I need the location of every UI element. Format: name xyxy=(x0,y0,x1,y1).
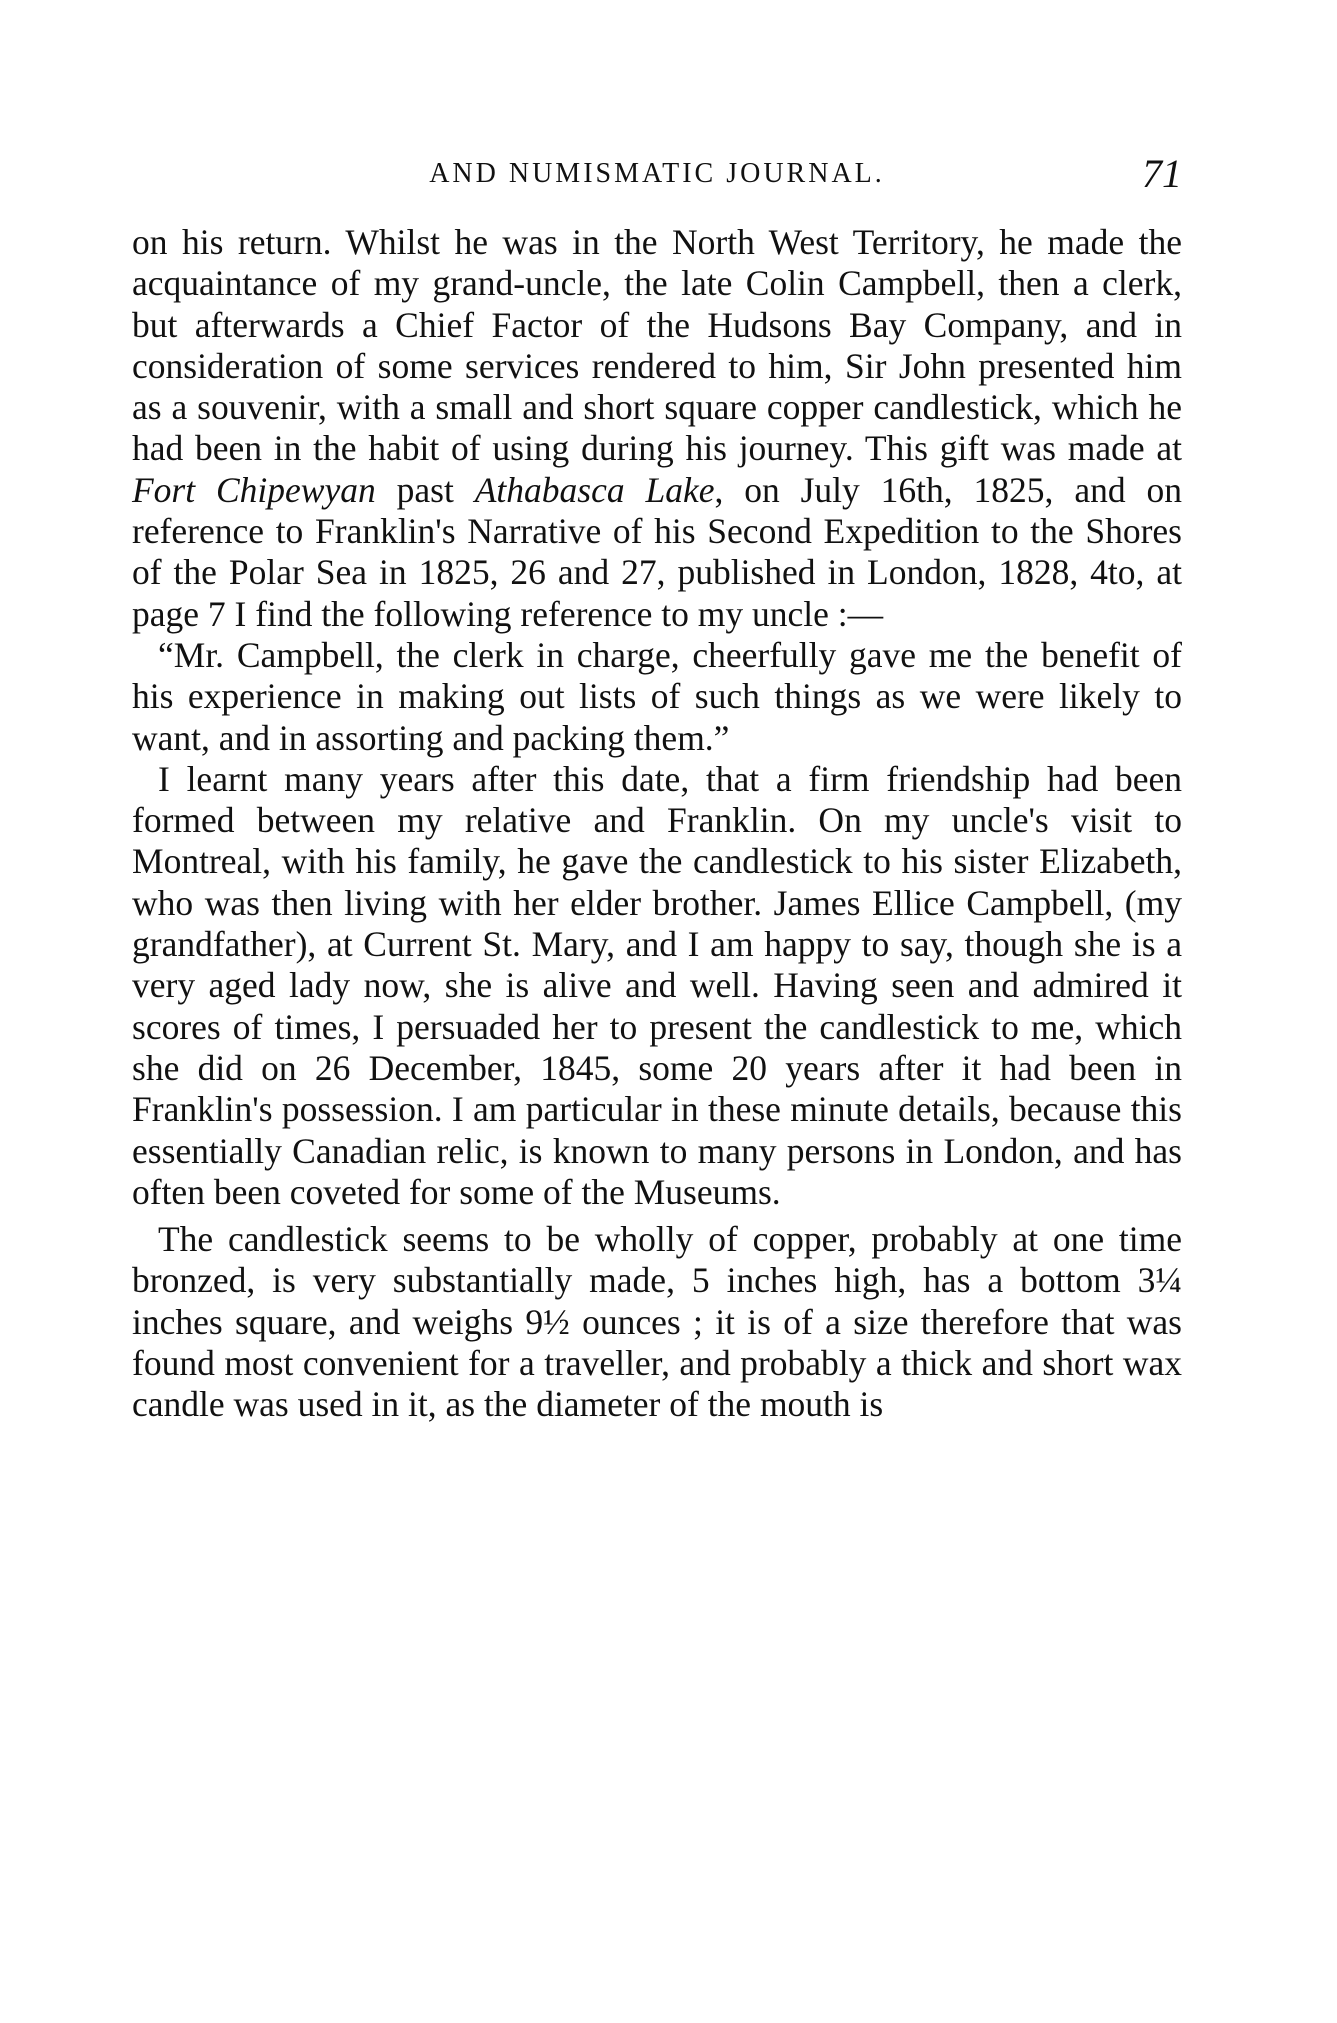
page-header xyxy=(132,150,1182,200)
paragraph-franklin-gift xyxy=(132,222,1182,635)
text-segment: past xyxy=(375,469,475,510)
text-segment: on his return. Whilst he was in the North West Territory, he made the acquaintance of my grand-uncle, the late Colin Campbell, then a clerk, but afterwards a Chief Factor of the Hudsons Bay Company, and in consideration of some services rendered to him, Sir John presented him as a souvenir, with a small and short square copper candlestick, which he had been in the habit of using during his journey. This gift was made at xyxy=(132,222,1182,469)
running-head: AND NUMISMATIC JOURNAL. xyxy=(429,158,885,189)
paragraph-quotation: “Mr. Campbell, the clerk in charge, cheerfully gave me the benefit of his experience in making out lists of such things as we were likely to want, and in assorting and packing them.” xyxy=(132,634,1182,758)
body-text xyxy=(132,222,1182,1426)
place-name-fort-chipewyan: Fort Chipewyan xyxy=(132,469,376,510)
page-number: 71 xyxy=(1142,151,1182,196)
paragraph-candlestick-description: The candlestick seems to be wholly of copper, probably at one time bronzed, is very substantially made, 5 inches high, has a bottom 3¼ inches square, and weighs 9½ ounces ; it is of a size therefore that was found most convenient for a traveller, and probably a thick and short wax candle was used in it, as the diameter of the mouth is xyxy=(132,1219,1182,1425)
paragraph-friendship: I learnt many years after this date, that a firm friendship had been formed between my relative and Franklin. On my uncle's visit to Montreal, with his family, he gave the candlestick to his sister Elizabeth, who was then living with her elder brother. James Ellice Campbell, (my grandfather), at Current St. Mary, and I am happy to say, though she is a very aged lady now, she is alive and well. Having seen and admired it scores of times, I persuaded her to present the candlestick to me, which she did on 26 December, 1845, some 20 years after it had been in Franklin's possession. I am particular in these minute details, because this essentially Canadian relic, is known to many persons in London, and has often been coveted for some of the Museums. xyxy=(132,758,1182,1212)
text-segment: , on July 16th, 1825, and on reference to Franklin's Narrative of his Second Expedition to the Shores of the Polar Sea in 1825, 26 and 27, published in London, 1828, 4to, at page 7 I find the following reference to my uncle :— xyxy=(132,469,1182,634)
place-name-athabasca-lake: Athabasca Lake xyxy=(474,469,715,510)
